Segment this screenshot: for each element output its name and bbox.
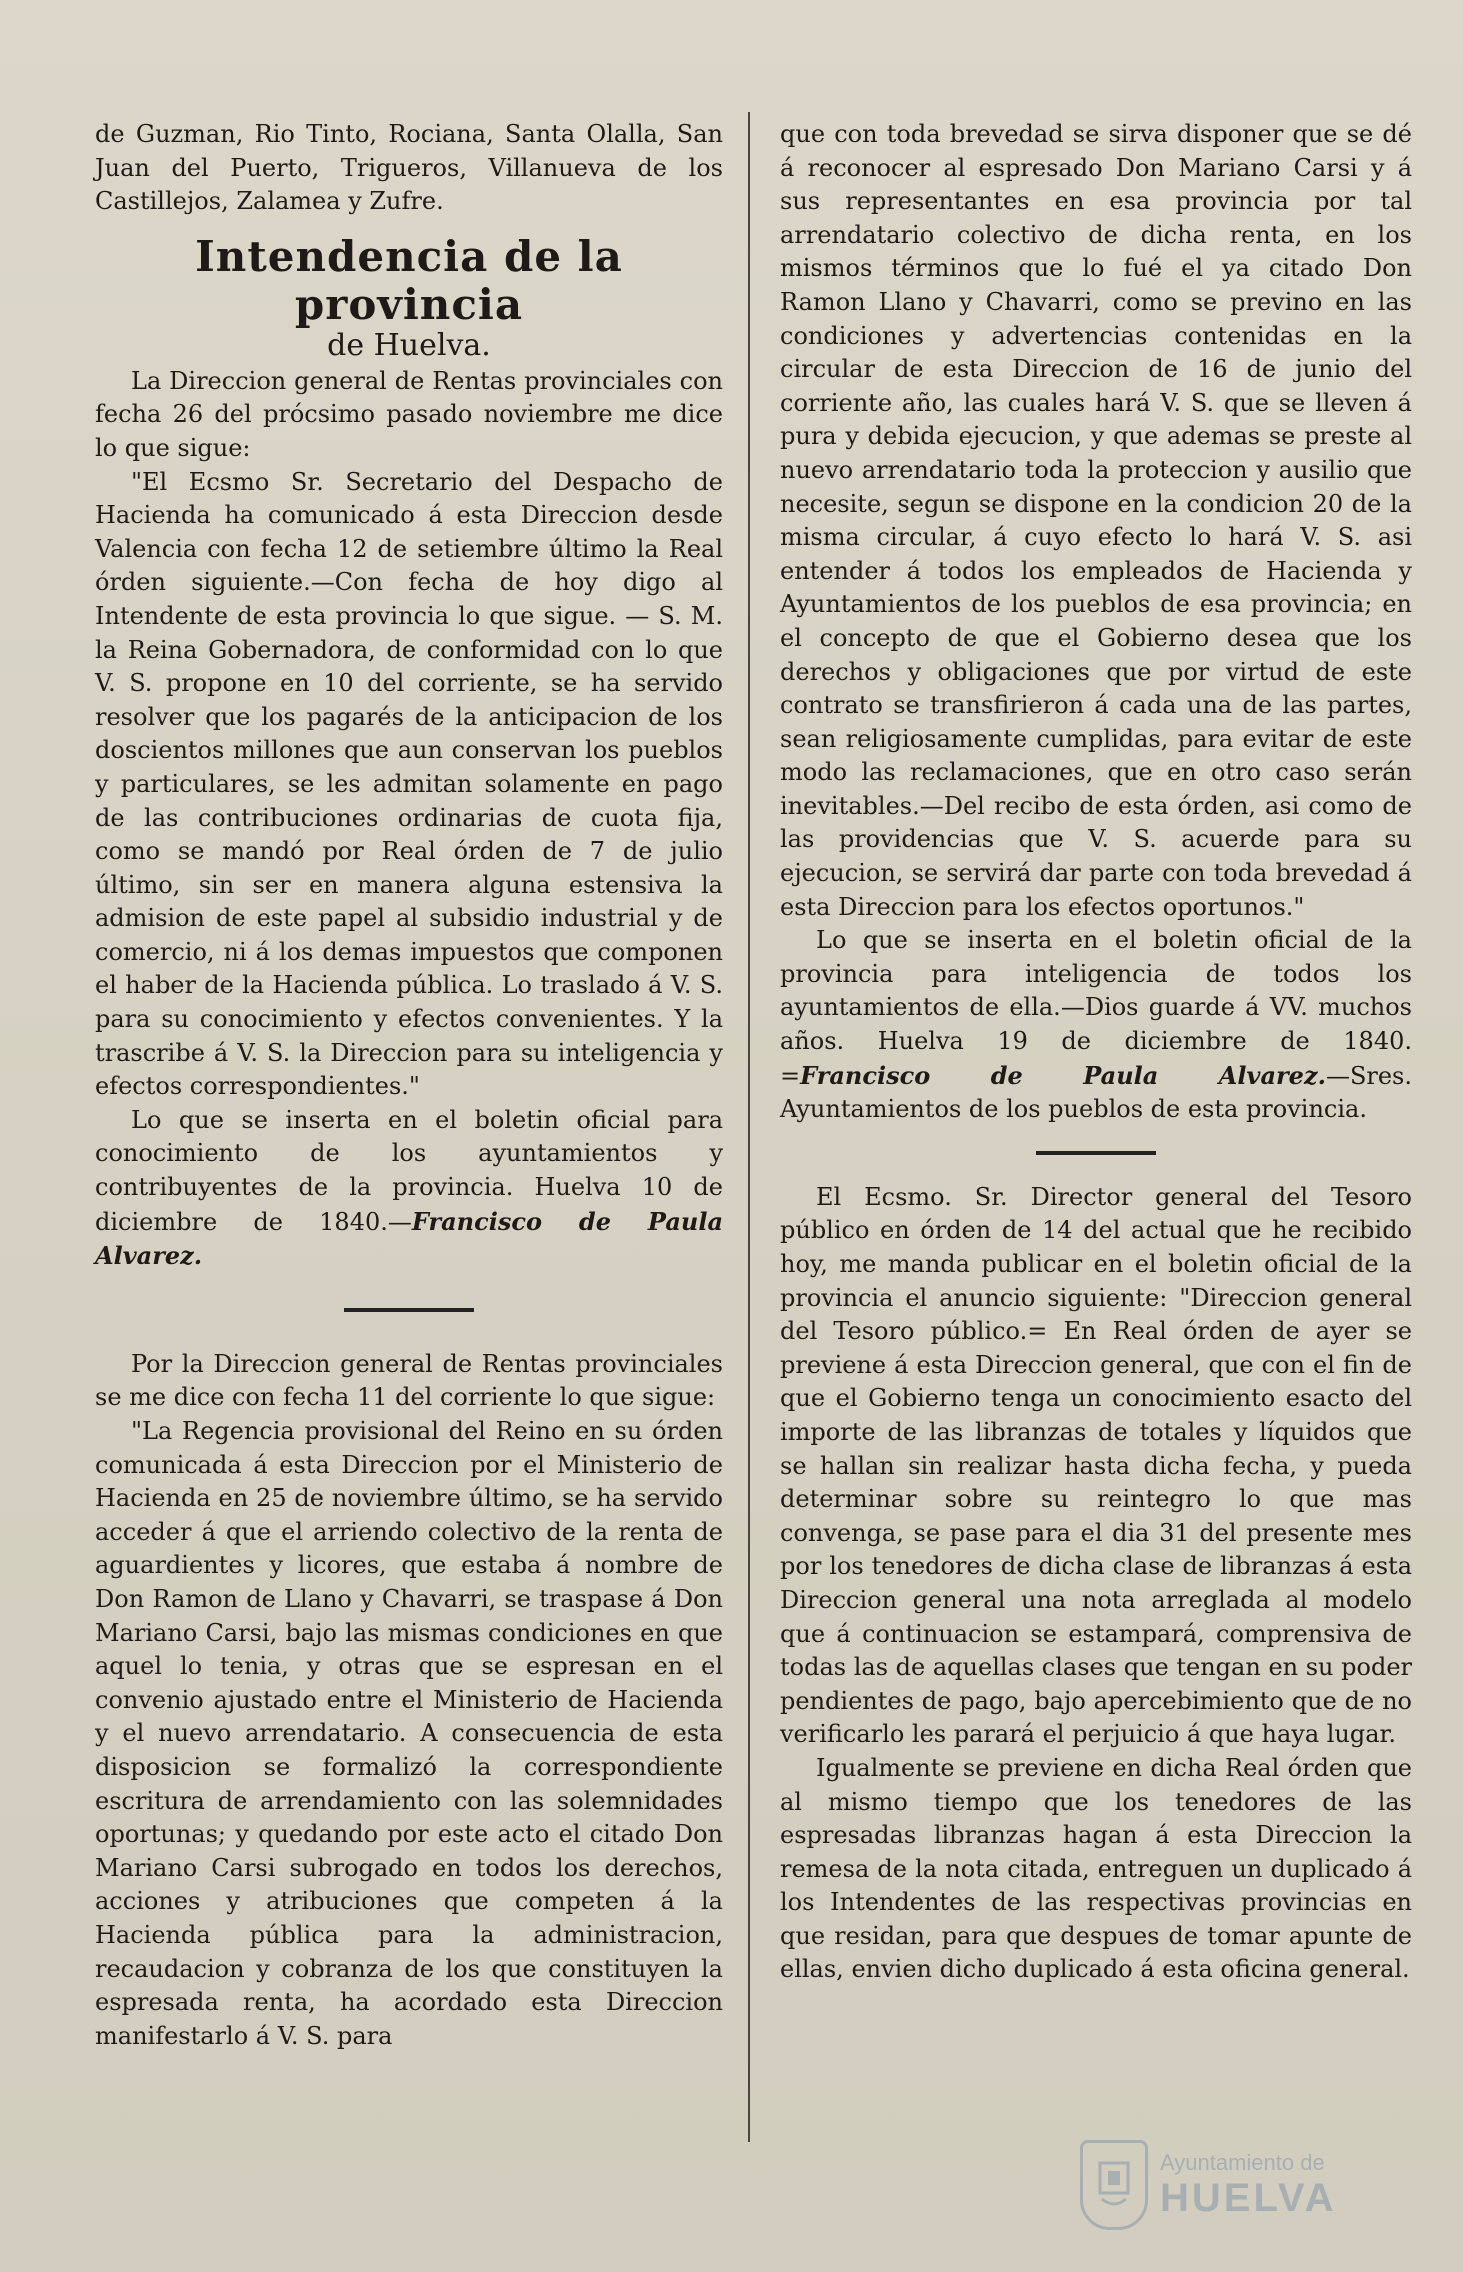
section-divider: [344, 1308, 474, 1312]
section-subheading: de Huelva.: [327, 327, 491, 363]
treasury-notice: El Ecsmo. Sr. Director general del Tesoro público en órden de 14 del actual que he recibido hoy, me manda publicar en el boletin oficial de la provincia el anuncio siguiente: "Direccion general del Tesoro público.= En Real órden de ayer se previene á esta Direccion general, que con el fin de que el Gobierno tenga un conocimiento esacto del importe de las libranzas de totales y líquidos que se hallan sin realizar hasta dicha fecha, y pueda determinar sobre su reintegro lo que mas convenga, se pase para el dia 31 del presente mes por los tenedores de dicha clase de libranzas á esta Direccion general una nota arreglada al modelo que á continuacion se estampará, comprensiva de todas las de aquellas clases que tengan en su poder pendientes de pago, bajo apercebimiento que de no verificarlo les parará el perjuicio á que haya lugar.: [780, 1182, 1412, 1749]
right-column: [780, 118, 1412, 1987]
signature-2: Francisco de Paula Alvarez.: [800, 1060, 1326, 1090]
second-notice-body: "La Regencia provisional del Reino en su órden comunicada á esta Direccion por el Ministerio de Hacienda en 25 de noviembre último, se ha servido acceder á que el arriendo colectivo de la renta de aguardientes y licores, que estaba á nombre de Don Ramon de Llano y Chavarri, se traspase á Don Mariano Carsi, bajo las mismas condiciones en que aquel lo tenia, y otras que se espresan en el convenio ajustado entre el Ministerio de Hacienda y el nuevo arrendatario. A consecuencia de esta disposicion se formalizó la correspondiente escritura de arrendamiento con las solemnidades oportunas; y quedando por este acto el citado Don Mariano Carsi subrogado en todos los derechos, acciones y atribuciones que competen á la Hacienda pública para la administracion, recaudacion y cobranza de los que constituyen la espresada renta, ha acordado esta Direccion manifestarlo á V. S. para: [95, 1417, 723, 2050]
section-divider-2: [1036, 1151, 1156, 1155]
city-shield-icon: [1080, 2140, 1148, 2230]
continued-closing-text: Lo que se inserta en el boletin oficial de la provincia para inteligencia de todos los ayuntamientos de ella.—Dios guarde á VV. muchos años. Huelva 19 de diciembre de 1840. =: [780, 926, 1412, 1090]
continued-notice: que con toda brevedad se sirva disponer que se dé á reconocer al espresado Don Mariano Carsi y á sus representantes en esa provincia por tal arrendatario colectivo de dicha renta, en los mismos términos que lo fué el ya citado Don Ramon Llano y Chavarri, como se previno en las condiciones y advertencias contenidas en la circular de esta Direccion de 16 de junio del corriente año, las cuales hará V. S. que se lleven á pura y debida ejecucion, y que ademas se preste al nuevo arrendatario toda la proteccion y ausilio que necesite, segun se dispone en la condicion 20 de la misma circular, á cuyo efecto lo hará V. S. asi entender á todos los empleados de Hacienda y Ayuntamientos de los pueblos de esa provincia; en el concepto de que el Gobierno desea que los derechos y obligaciones que por virtud de este contrato se transfirieron á cada una de las partes, sean religiosamente cumplidas, para evitar de este modo las reclamaciones, que en otro caso serán inevitables.—Del recibo de esta órden, asi como de las providencias que V. S. acuerde para su ejecucion, se servirá dar parte con toda brevedad á esta Direccion para los efectos oportunos.": [780, 120, 1412, 921]
watermark: [1080, 2130, 1410, 2240]
treasury-notice-continued: Igualmente se previene en dicha Real órden que al mismo tiempo que los tenedores de las espresadas libranzas hagan á esta Direccion la remesa de la nota citada, entreguen un duplicado á los Intendentes de las respectivas provincias en que residan, para que despues de tomar apunte de ellas, envien dicho duplicado á esta oficina general.: [780, 1753, 1412, 1984]
continued-closing: [780, 924, 1412, 1127]
watermark-line2: HUELVA: [1160, 2175, 1337, 2220]
section-heading: Intendencia de la provincia: [195, 231, 623, 329]
continued-closing-tail: —Sres. Ayuntamientos de los pueblos de esta provincia.: [780, 1061, 1412, 1124]
notice-intro: La Direccion general de Rentas provinciales con fecha 26 del prócsimo pasado noviembre me dice lo que sigue:: [95, 366, 723, 462]
notice-closing: [95, 1104, 723, 1274]
column-divider: [748, 112, 750, 2142]
watermark-line1: Ayuntamiento de: [1160, 2149, 1325, 2175]
top-fragment: de Guzman, Rio Tinto, Rociana, Santa Olalla, San Juan del Puerto, Trigueros, Villanueva de los Castillejos, Zalamea y Zufre.: [95, 120, 723, 216]
left-column: [95, 118, 723, 2053]
notice-body: "El Ecsmo Sr. Secretario del Despacho de Hacienda ha comunicado á esta Direccion desde Valencia con fecha 12 de setiembre último la Real órden siguiente.—Con fecha de hoy digo al Intendente de esta provincia lo que sigue. — S. M. la Reina Gobernadora, de conformidad con lo que V. S. propone en 10 del corriente, se ha servido resolver que los pagarés de la anticipacion de los doscientos millones que aun conservan los pueblos y particulares, se les admitan solamente en pago de las contribuciones ordinarias de cuota fija, como se mandó por Real órden de 7 de julio último, sin ser en manera alguna estensiva la admision de este papel al subsidio industrial y de comercio, ni á los demas impuestos que componen el haber de la Hacienda pública. Lo traslado á V. S. para su conocimiento y efectos convenientes. Y la trascribe á V. S. la Direccion para su inteligencia y efectos correspondientes.": [95, 467, 723, 1101]
signature: Francisco de Paula Alvarez.: [95, 1206, 723, 1271]
second-notice-intro: Por la Direccion general de Rentas provinciales se me dice con fecha 11 del corriente lo que sigue:: [95, 1349, 723, 1412]
notice-closing-text: Lo que se inserta en el boletin oficial para conocimiento de los ayuntamientos y contribuyentes de la provincia. Huelva 10 de diciembre de 1840.—: [95, 1105, 723, 1236]
